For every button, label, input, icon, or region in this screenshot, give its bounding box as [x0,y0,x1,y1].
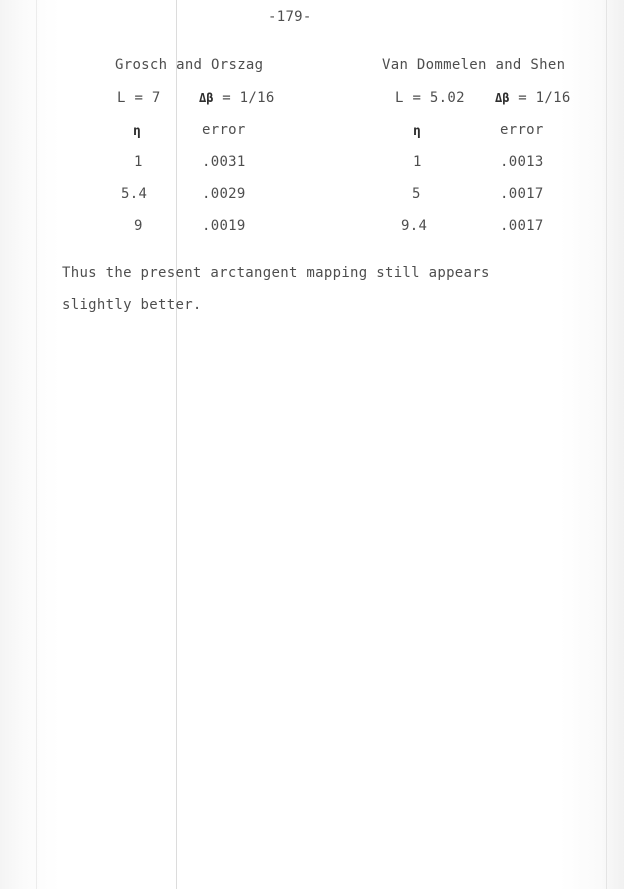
right-error-cell: .0017 [500,218,544,234]
left-eta-cell: 5.4 [121,186,148,202]
paragraph-line-2: slightly better. [62,297,202,313]
left-error-cell: .0029 [202,186,246,202]
right-error-cell: .0017 [500,186,544,202]
right-eta-header: η [413,124,421,139]
left-error-header: error [202,122,246,138]
right-table-heading: Van Dommelen and Shen [382,57,566,73]
right-error-cell: .0013 [500,154,544,170]
right-dbeta-param [495,90,571,106]
right-L-value: L = 5.02 [395,90,465,106]
right-eta-cell: 5 [412,186,421,202]
right-dbeta-value: = 1/16 [518,90,571,106]
scan-edge-line-right [606,0,607,889]
left-L-value: L = 7 [117,90,161,106]
left-eta-cell: 9 [134,218,143,234]
right-eta-cell: 9.4 [401,218,428,234]
right-eta-cell: 1 [413,154,422,170]
scan-edge-line [36,0,37,889]
left-eta-cell: 1 [134,154,143,170]
delta-beta-symbol: Δβ [199,91,214,105]
left-dbeta-value: = 1/16 [222,90,275,106]
delta-beta-symbol: Δβ [495,91,510,105]
right-error-header: error [500,122,544,138]
left-error-cell: .0031 [202,154,246,170]
scan-fold-line [176,0,177,889]
left-table-heading: Grosch and Orszag [115,57,264,73]
paragraph-line-1: Thus the present arctangent mapping still appears [62,265,490,281]
page-number: -179- [268,9,312,25]
left-dbeta-param [199,90,275,106]
left-eta-header: η [133,124,141,139]
left-error-cell: .0019 [202,218,246,234]
